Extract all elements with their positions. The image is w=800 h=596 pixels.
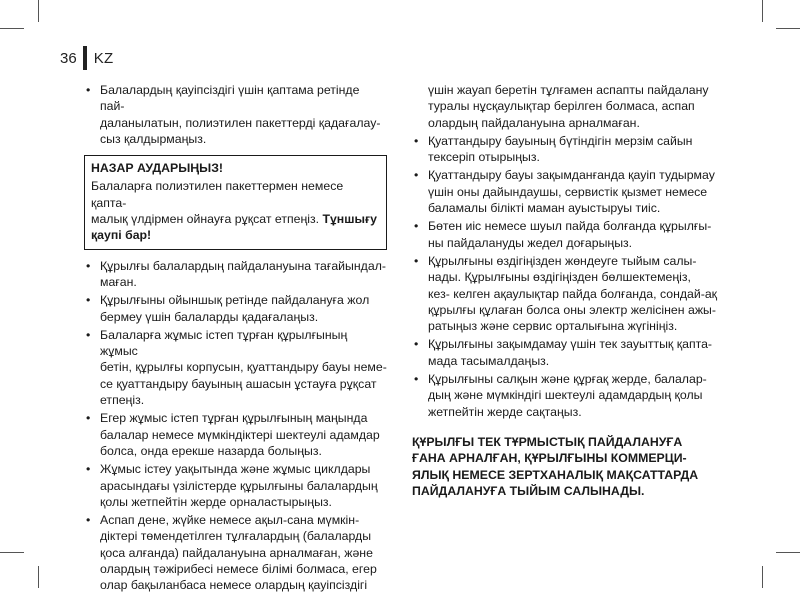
text-line: Аспап дене, жүйке немесе ақыл-сана мүмкін- <box>100 513 360 528</box>
text-line: Балаларға жұмыс істеп тұрған құрылғының жұмыс <box>100 327 348 359</box>
crop-mark <box>0 552 24 553</box>
text-line: нады. Құрылғыны өздігіңізден бөлшектемеңіз, <box>428 270 691 285</box>
text-line: Құрылғыны өздігіңізден жөндеуге тыйым салы- <box>428 253 697 268</box>
text-line: арасындағы үзілістерде құрылғыны балалардың <box>100 478 378 493</box>
text-line: баламалы білікті маман ауыстыруы тиіс. <box>428 201 661 216</box>
list-item <box>412 218 718 251</box>
text-line: ЯЛЫҚ НЕМЕСЕ ЗЕРТХАНАЛЫҚ МАҚСАТТАРДА <box>412 467 699 482</box>
text-line: олар бақыланбаса немесе олардың қауіпсіздігі <box>100 578 368 593</box>
text-line: Құрылғыны зақымдамау үшін тек зауыттық қапта- <box>428 337 713 352</box>
text-line: Балалардың қауіпсіздігі үшін қаптама ретінде пай- <box>100 83 360 114</box>
text-line: болса, онда ерекше назарда болыңыз. <box>100 443 322 458</box>
list-item <box>412 371 718 420</box>
crop-mark <box>762 0 763 22</box>
text-line: Жұмыс істеу уақытында және жұмыс циклдары <box>100 462 371 477</box>
text-line: бермеу үшін балаларды қадағалаңыз. <box>100 309 319 324</box>
text-line: балалар немесе мүмкіндіктері шектеулі адамдар <box>100 427 380 442</box>
crop-mark <box>0 28 24 29</box>
crop-mark <box>38 0 39 22</box>
text-line: құрылғы құлаған болса оны электр желісінен ажы- <box>428 302 716 317</box>
text-line: қолы жетпейтін жерде орналастырыңыз. <box>100 494 332 509</box>
text-line: ратыңыз және сервис орталығына жүгініңіз. <box>428 319 678 334</box>
text-line: туралы нұсқаулықтар берілген болмаса, аспап <box>428 99 695 114</box>
list-item <box>84 327 387 408</box>
header-divider <box>83 46 87 70</box>
list-item <box>84 512 387 593</box>
text-line: діктері төмендетілген тұлғалардың (балаларды <box>100 529 372 544</box>
text-line: үшін жауап беретін тұлғамен аспапты пайдалану <box>428 83 709 97</box>
page-number: 36 <box>60 49 77 67</box>
list-item <box>412 133 718 166</box>
warning-box <box>84 155 387 249</box>
text-line: ПАЙДАЛАНУҒА ТЫЙЫМ САЛЫНАДЫ. <box>412 483 645 498</box>
text-line: тексеріп отырыңыз. <box>428 150 540 165</box>
crop-mark <box>762 566 763 588</box>
text-line: Құрылғыны салқын және құрғақ жерде, балалар- <box>428 372 707 387</box>
text-line: сыз қалдырмаңыз. <box>100 131 207 146</box>
text-line: жетпейтін жерде сақтаңыз. <box>428 404 582 419</box>
page-header <box>60 46 113 70</box>
text-line: ҚҰРЫЛҒЫ ТЕК ТҰРМЫСТЫҚ ПАЙДАЛАНУҒА <box>412 434 683 449</box>
text-line: даланылатын, полиэтилен пакеттерді қадағалау- <box>100 115 381 130</box>
crop-mark <box>38 566 39 588</box>
warning-title: НАЗАР АУДАРЫҢЫЗ! <box>91 161 223 176</box>
text-line: Қуаттандыру бауы зақымданғанда қауіп тудырмау <box>428 168 715 183</box>
list-item <box>84 292 387 325</box>
text-line: Қуаттандыру бауының бүтіндігін мерзім сайын <box>428 133 693 148</box>
crop-mark <box>776 552 800 553</box>
list-item <box>412 167 718 216</box>
warning-emphasis: қаупі бар! <box>91 228 152 243</box>
text-line: Бөтен иіс немесе шуыл пайда болғанда құрылғы- <box>428 219 712 234</box>
text-line: етпеңіз. <box>100 393 145 408</box>
text-line: қоса алғанда) пайдалануына арналмаған, және <box>100 545 373 560</box>
text-line: олардың пайдалануына арналмаған. <box>428 115 640 130</box>
household-use-notice <box>412 434 718 499</box>
text-line: ҒАНА АРНАЛҒАН, ҚҰРЫЛҒЫНЫ КОММЕРЦИ- <box>412 451 687 466</box>
left-column <box>84 82 387 596</box>
list-item <box>84 461 387 510</box>
text-line: олардың тәжірибесі немесе білімі болмаса, егер <box>100 562 377 577</box>
continued-paragraph <box>412 82 718 131</box>
text-line: кез- келген ақаулықтар пайда болғанда, сондай-ақ <box>428 286 718 301</box>
crop-mark <box>776 28 800 29</box>
text-line: үшін оны дайындаушы, сервистік қызмет немесе <box>428 184 708 199</box>
text-line: Егер жұмыс істеп тұрған құрылғының маңында <box>100 411 368 426</box>
text-line: Құрылғы балалардың пайдалануына тағайындал- <box>100 258 386 273</box>
text-line: мада тасымалдаңыз. <box>428 353 550 368</box>
list-item <box>84 258 387 291</box>
right-column <box>412 82 718 499</box>
text-line: ны пайдалануды жедел доғарыңыз. <box>428 235 633 250</box>
text-line: Құрылғыны ойыншық ретінде пайдалануға жол <box>100 293 370 308</box>
warning-text: Балаларға полиэтилен пакеттермен немесе қапта- малық үлдірмен ойнауға рұқсат етпеңіз. Тұншығу қаупі бар! <box>91 179 377 243</box>
list-item <box>84 410 387 459</box>
text-line: маған. <box>100 274 137 289</box>
warning-emphasis: Тұншығу <box>322 212 377 227</box>
list-item <box>412 336 718 369</box>
text-line: дың және мүмкіндігі шектеулі адамдардың қолы <box>428 388 703 403</box>
language-code: KZ <box>93 49 114 67</box>
list-item <box>412 253 718 334</box>
list-item <box>84 82 387 147</box>
text-line: бетін, құрылғы корпусын, қуаттандыру бауы неме- <box>100 360 387 375</box>
text-line: се қуаттандыру бауының ашасын ұстауға рұқсат <box>100 376 377 391</box>
